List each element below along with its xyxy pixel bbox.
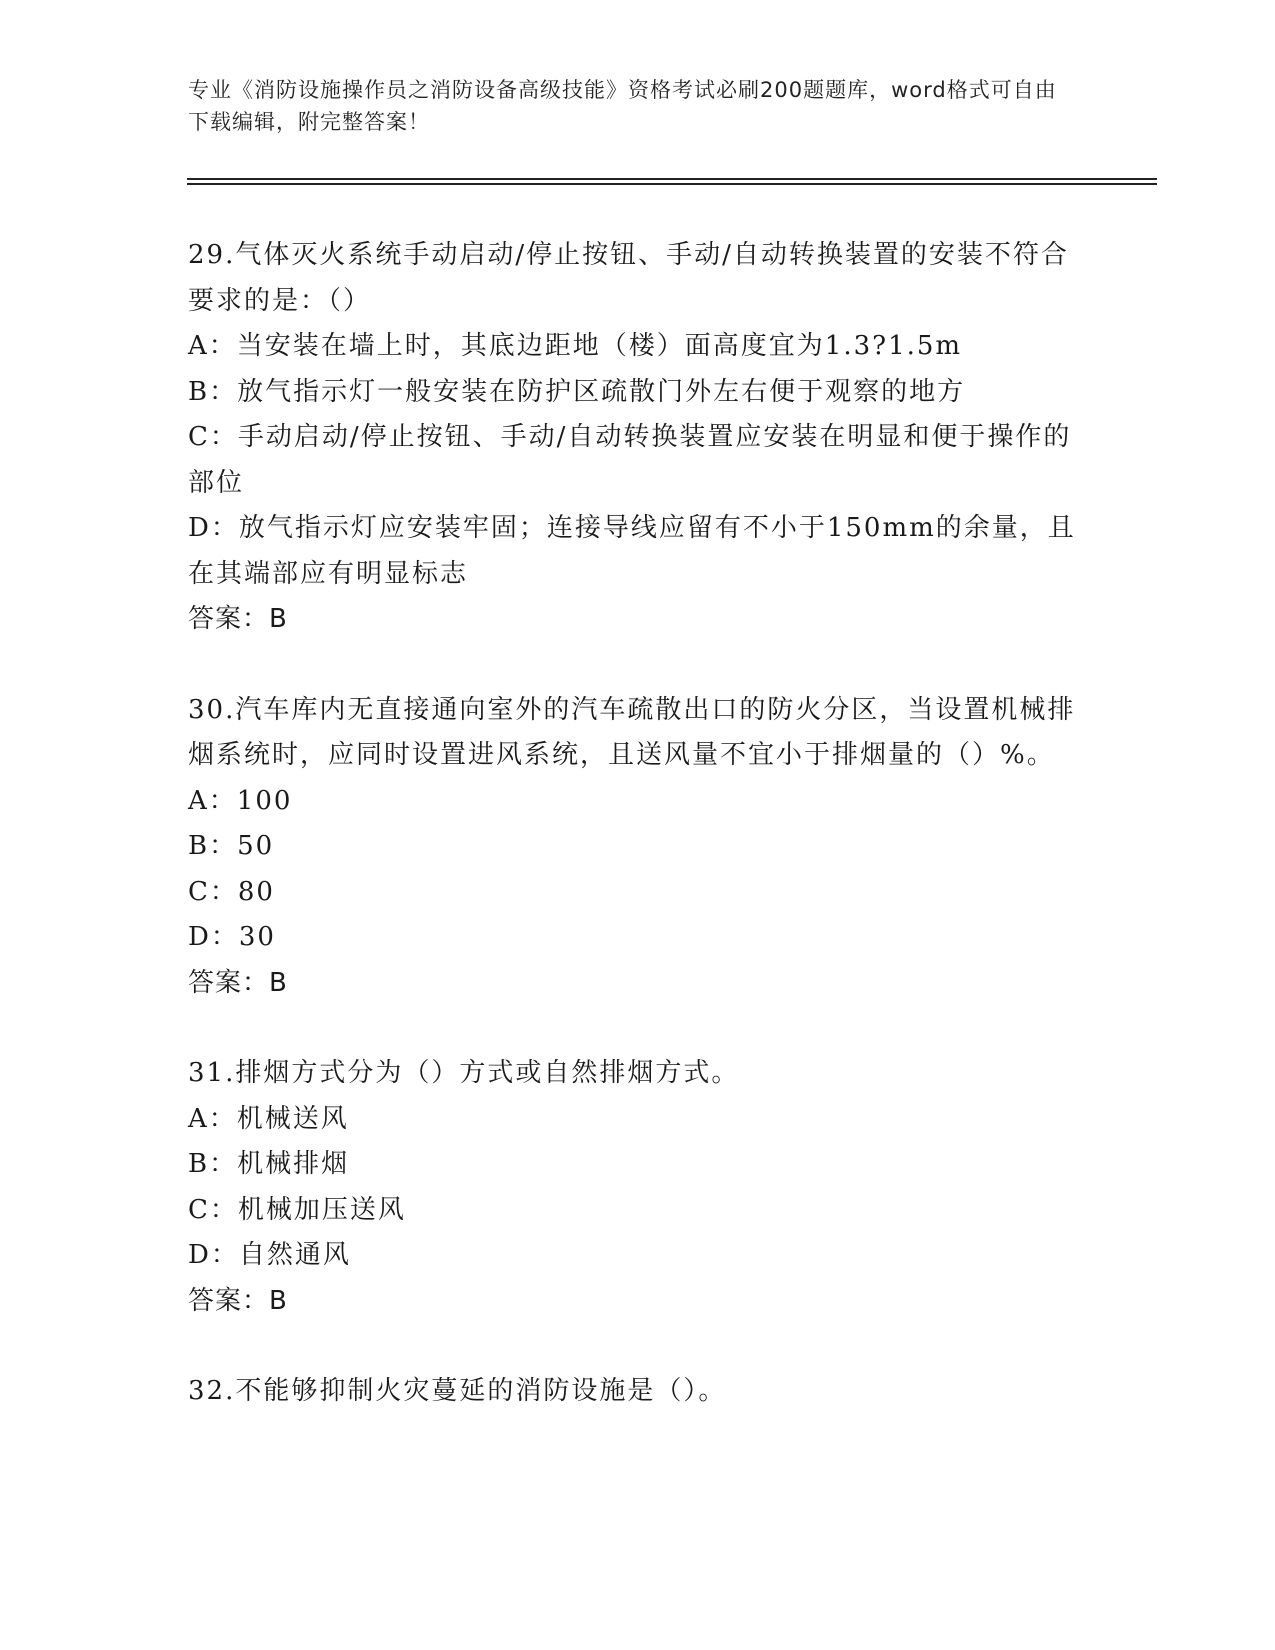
question-text: 29.气体灭火系统手动启动/停止按钮、手动/自动转换装置的安装不符合要求的是：（） <box>188 240 1069 316</box>
question-text: 30.汽车库内无直接通向室外的汽车疏散出口的防火分区，当设置机械排烟系统时，应同时设置进风系统，且送风量不宜小于排烟量的（）%。 <box>188 694 1076 770</box>
option-d: D：30 <box>188 922 276 952</box>
option-c: C：机械加压送风 <box>188 1194 406 1225</box>
question-31 <box>188 1051 1078 1324</box>
question-list <box>188 233 1078 1415</box>
header-divider-top <box>187 178 1157 180</box>
question-text: 32.不能够抑制火灾蔓延的消防设施是（）。 <box>188 1376 727 1406</box>
question-32 <box>188 1369 1078 1415</box>
option-b: B：50 <box>188 831 275 861</box>
option-a: A：当安装在墙上时，其底边距地（楼）面高度宜为1.3?1.5m <box>188 331 963 361</box>
option-a: A：100 <box>188 785 293 816</box>
option-c: C：80 <box>188 876 275 907</box>
question-29 <box>188 233 1078 643</box>
option-d: D：自然通风 <box>188 1240 351 1270</box>
question-text: 31.排烟方式分为（）方式或自然排烟方式。 <box>188 1058 740 1088</box>
option-a: A：机械送风 <box>188 1103 349 1134</box>
answer-label: 答案：B <box>188 967 288 998</box>
header-divider-bottom <box>187 183 1157 185</box>
document-header: 专业《消防设施操作员之消防设备高级技能》资格考试必刷200题题库，word格式可自由下载编辑，附完整答案！ <box>188 78 1057 134</box>
answer-label: 答案：B <box>188 1285 288 1316</box>
answer-label: 答案：B <box>188 604 288 634</box>
question-30 <box>188 688 1078 1007</box>
option-c: C：手动启动/停止按钮、手动/自动转换装置应安装在明显和便于操作的部位 <box>188 422 1072 498</box>
option-b: B：放气指示灯一般安装在防护区疏散门外左右便于观察的地方 <box>188 376 966 407</box>
option-d: D：放气指示灯应安装牢固；连接导线应留有不小于150mm的余量，且在其端部应有明显标志 <box>188 513 1076 589</box>
option-b: B：机械排烟 <box>188 1149 350 1179</box>
